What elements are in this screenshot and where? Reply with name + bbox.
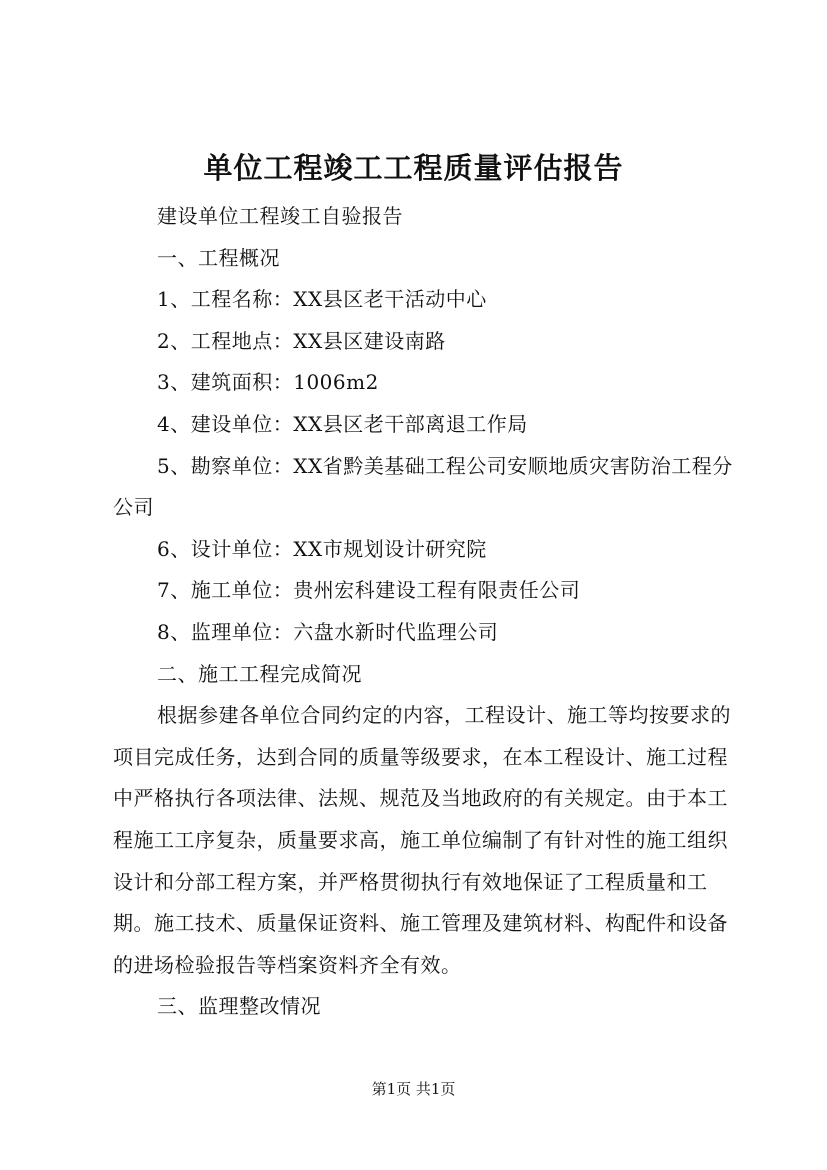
section-heading-rectification: 三、监理整改情况 <box>157 994 321 1019</box>
document-body <box>113 196 735 1028</box>
list-item-project-location: 2、工程地点：XX县区建设南路 <box>157 328 446 353</box>
document-title: 单位工程竣工工程质量评估报告 <box>203 151 624 185</box>
list-item-building-area: 3、建筑面积：1006m2 <box>157 370 379 395</box>
list-item-construction-owner: 4、建设单位：XX县区老干部离退工作局 <box>157 411 528 436</box>
completion-paragraph: 根据参建各单位合同约定的内容，工程设计、施工等均按要求的项目完成任务，达到合同的质量等级要求，在本工程设计、施工过程中严格执行各项法律、法规、规范及当地政府的有关规定。由于本工程施工工序复杂，质量要求高，施工单位编制了有针对性的施工组织设计和分部工程方案，并严格贯彻执行有效地保证了工程质量和工期。施工技术、质量保证资料、施工管理及建筑材料、构配件和设备的进场检验报告等档案资料齐全有效。 <box>113 703 731 977</box>
list-item-supervision-unit: 8、监理单位：六盘水新时代监理公司 <box>157 619 499 644</box>
page-footer: 第1页 共1页 <box>371 1080 456 1098</box>
list-item-survey-unit: 5、勘察单位：XX省黔美基础工程公司安顺地质灾害防治工程分公司 <box>113 453 733 520</box>
list-item-design-unit: 6、设计单位：XX市规划设计研究院 <box>157 536 487 561</box>
list-item-construction-unit: 7、施工单位：贵州宏科建设工程有限责任公司 <box>157 578 581 603</box>
section-heading-overview: 一、工程概况 <box>157 245 280 270</box>
subtitle-line: 建设单位工程竣工自验报告 <box>157 204 403 228</box>
section-heading-completion: 二、施工工程完成简况 <box>157 661 362 686</box>
list-item-project-name: 1、工程名称：XX县区老干活动中心 <box>157 287 487 312</box>
